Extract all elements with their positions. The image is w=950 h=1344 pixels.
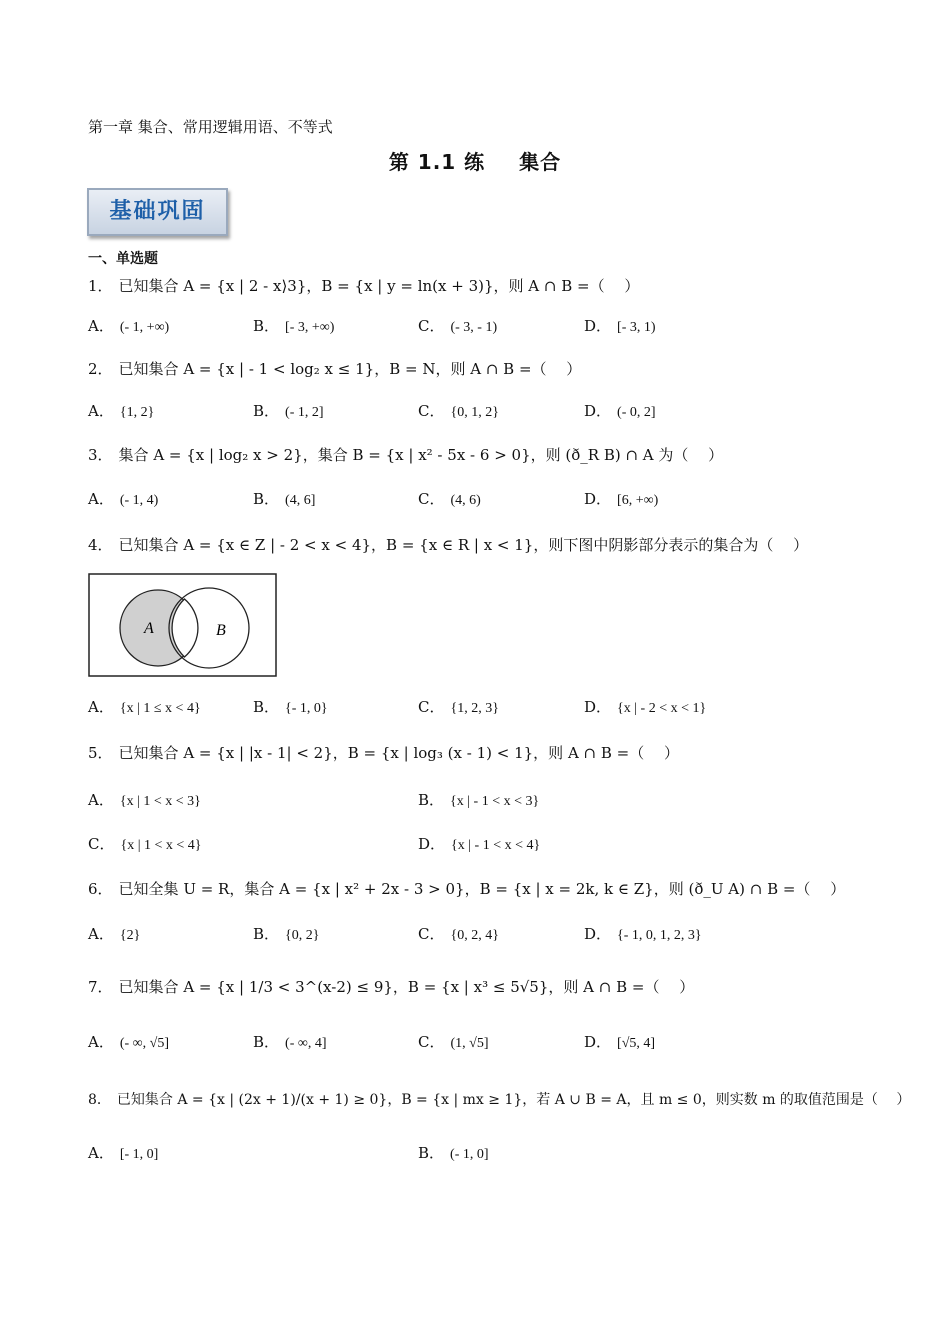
q1-option-d: D． [- 3, 1): [584, 317, 656, 335]
q2-option-a: A． {1, 2}: [88, 402, 155, 420]
question-text: 已知集合 A = {x | - 1 < log₂ x ≤ 1}，B = N，则 A ∩ B =（ ）: [118, 360, 582, 378]
q4-option-d: D． {x | - 2 < x < 1}: [584, 698, 707, 716]
q7-option-b: B． (- ∞, 4]: [253, 1033, 327, 1051]
q2-option-b: B． (- 1, 2]: [253, 402, 324, 420]
q2-option-c: C． {0, 1, 2}: [418, 402, 499, 420]
q5-option-d: D． {x | - 1 < x < 4}: [418, 835, 541, 853]
question-text: 已知集合 A = {x | (2x + 1)/(x + 1) ≥ 0}，B = {x | mx ≥ 1}，若 A ∪ B = A，且 m ≤ 0，则实数 m 的取值范围是（ ）: [116, 1092, 911, 1108]
q5-option-b: B． {x | - 1 < x < 3}: [418, 791, 540, 809]
q4-option-c: C． {1, 2, 3}: [418, 698, 499, 716]
q6-option-d: D． {- 1, 0, 1, 2, 3}: [584, 925, 702, 943]
question-text: 已知全集 U = R，集合 A = {x | x² + 2x - 3 > 0}，B = {x | x = 2k, k ∈ Z}，则 (ð_U A) ∩ B =（ ）: [118, 880, 846, 898]
q3-option-c: C． (4, 6): [418, 490, 481, 508]
q6-option-c: C． {0, 2, 4}: [418, 925, 499, 943]
section-badge: [87, 188, 228, 236]
q8-option-b: B． (- 1, 0]: [418, 1144, 489, 1162]
question-7: 7． 已知集合 A = {x | 1/3 < 3^(x-2) ≤ 9}，B = {x | x³ ≤ 5√5}，则 A ∩ B =（ ）: [88, 978, 695, 996]
question-1: 1． 已知集合 A = {x | 2 - x⟩3}，B = {x | y = ln(x + 3)}，则 A ∩ B =（ ）: [88, 277, 640, 295]
question-8: 8． 已知集合 A = {x | (2x + 1)/(x + 1) ≥ 0}，B = {x | mx ≥ 1}，若 A ∪ B = A，且 m ≤ 0，则实数 m 的取值范围是（ ）: [88, 1092, 911, 1108]
q4-option-a: A． {x | 1 ≤ x < 4}: [88, 698, 201, 716]
q3-option-d: D． [6, +∞): [584, 490, 659, 508]
section-heading: 一、单选题: [88, 251, 158, 267]
question-text: 已知集合 A = {x ∈ Z | - 2 < x < 4}，B = {x ∈ R | x < 1}，则下图中阴影部分表示的集合为（ ）: [118, 536, 809, 554]
venn-diagram: [88, 573, 278, 678]
q5-option-a: A． {x | 1 < x < 3}: [88, 791, 201, 809]
chapter-heading: 第一章 集合、常用逻辑用语、不等式: [88, 118, 333, 136]
q7-option-a: A． (- ∞, √5]: [88, 1033, 169, 1051]
page-title: [0, 146, 950, 175]
question-text: 已知集合 A = {x | 1/3 < 3^(x-2) ≤ 9}，B = {x | x³ ≤ 5√5}，则 A ∩ B =（ ）: [118, 978, 695, 996]
badge-label: 基础巩固: [109, 199, 206, 224]
q1-option-a: A． (- 1, +∞): [88, 317, 170, 335]
q1-option-c: C． (- 3, - 1): [418, 317, 498, 335]
venn-label-b: B: [216, 622, 226, 639]
question-2: 2． 已知集合 A = {x | - 1 < log₂ x ≤ 1}，B = N，则 A ∩ B =（ ）: [88, 360, 582, 378]
q6-option-b: B． {0, 2}: [253, 925, 320, 943]
q7-option-d: D． [√5, 4]: [584, 1033, 656, 1051]
q5-option-c: C． {x | 1 < x < 4}: [88, 835, 202, 853]
q4-option-b: B． {- 1, 0}: [253, 698, 328, 716]
question-4: 4． 已知集合 A = {x ∈ Z | - 2 < x < 4}，B = {x ∈ R | x < 1}，则下图中阴影部分表示的集合为（ ）: [88, 536, 809, 554]
question-text: 已知集合 A = {x | 2 - x⟩3}，B = {x | y = ln(x + 3)}，则 A ∩ B =（ ）: [118, 277, 640, 295]
question-3: 3． 集合 A = {x | log₂ x > 2}，集合 B = {x | x² - 5x - 6 > 0}，则 (ð_R B) ∩ A 为（ ）: [88, 446, 724, 464]
venn-label-a: A: [144, 620, 154, 637]
title-topic: 集合: [519, 150, 562, 174]
question-5: 5． 已知集合 A = {x | |x - 1| < 2}，B = {x | log₃ (x - 1) < 1}，则 A ∩ B =（ ）: [88, 744, 680, 762]
q3-option-a: A． (- 1, 4): [88, 490, 159, 508]
question-6: 6． 已知全集 U = R，集合 A = {x | x² + 2x - 3 > 0}，B = {x | x = 2k, k ∈ Z}，则 (ð_U A) ∩ B =（ ）: [88, 880, 846, 898]
q3-option-b: B． (4, 6]: [253, 490, 316, 508]
title-number: 第 1.1 练: [388, 150, 486, 174]
q6-option-a: A． {2}: [88, 925, 141, 943]
question-text: 集合 A = {x | log₂ x > 2}，集合 B = {x | x² - 5x - 6 > 0}，则 (ð_R B) ∩ A 为（ ）: [118, 446, 724, 464]
q2-option-d: D． (- 0, 2]: [584, 402, 656, 420]
q1-option-b: B． [- 3, +∞): [253, 317, 335, 335]
q7-option-c: C． (1, √5]: [418, 1033, 489, 1051]
question-text: 已知集合 A = {x | |x - 1| < 2}，B = {x | log₃ (x - 1) < 1}，则 A ∩ B =（ ）: [118, 744, 680, 762]
q8-option-a: A． [- 1, 0]: [88, 1144, 159, 1162]
